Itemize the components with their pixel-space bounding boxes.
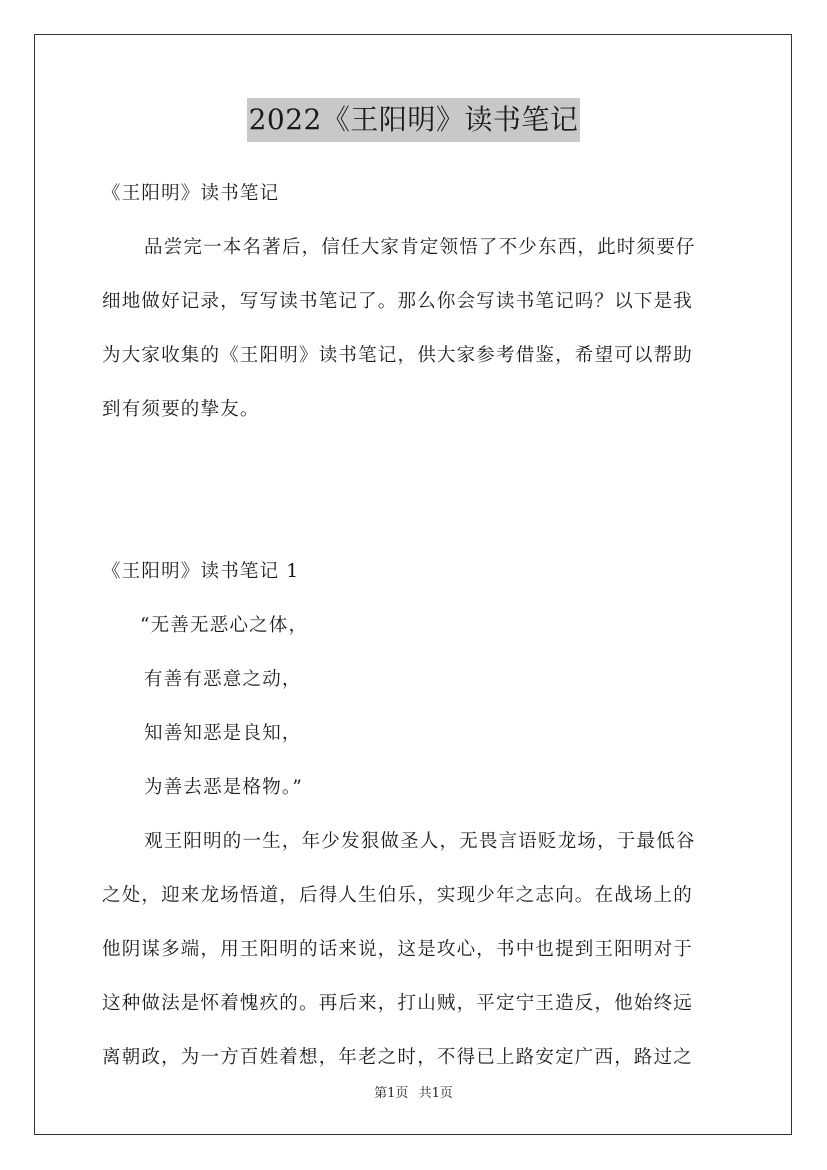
- page-total: 共1页: [418, 1086, 453, 1101]
- body-line: 之处，迎来龙场悟道，后得人生伯乐，实现少年之志向。在战场上的: [102, 885, 694, 906]
- intro-line: 品尝完一本名著后，信任大家肯定领悟了不少东西，此时须要仔: [144, 237, 696, 258]
- verse-line: 有善有恶意之动，: [144, 669, 302, 690]
- section-heading: 《王阳明》读书笔记 1: [102, 561, 300, 582]
- body-line: 离朝政，为一方百姓着想，年老之时，不得已上路安定广西，路过之: [102, 1047, 694, 1068]
- body-line: 观王阳明的一生，年少发狠做圣人，无畏言语贬龙场，于最低谷: [144, 831, 696, 852]
- page-number: 第1页: [374, 1086, 409, 1101]
- verse-line: 为善去恶是格物。”: [144, 777, 304, 798]
- intro-line: 为大家收集的《王阳明》读书笔记，供大家参考借鉴，希望可以帮助: [102, 345, 694, 366]
- page-footer: [0, 1082, 827, 1101]
- body-line: 他阴谋多端，用王阳明的话来说，这是攻心，书中也提到王阳明对于: [102, 939, 694, 960]
- verse-line: 知善知恶是良知，: [144, 723, 302, 744]
- verse-line: “无善无恶心之体，: [140, 615, 309, 636]
- document-body: [102, 172, 728, 1090]
- document-title-wrap: [0, 98, 827, 142]
- document-title: 2022《王阳明》读书笔记: [247, 98, 581, 142]
- body-line: 这种做法是怀着愧疚的。再后来，打山贼，平定宁王造反，他始终远: [102, 993, 694, 1014]
- intro-line: 到有须要的挚友。: [102, 399, 260, 420]
- subtitle: 《王阳明》读书笔记: [102, 183, 280, 204]
- intro-line: 细地做好记录，写写读书笔记了。那么你会写读书笔记吗？以下是我: [102, 291, 694, 312]
- section-spacer: [102, 442, 728, 550]
